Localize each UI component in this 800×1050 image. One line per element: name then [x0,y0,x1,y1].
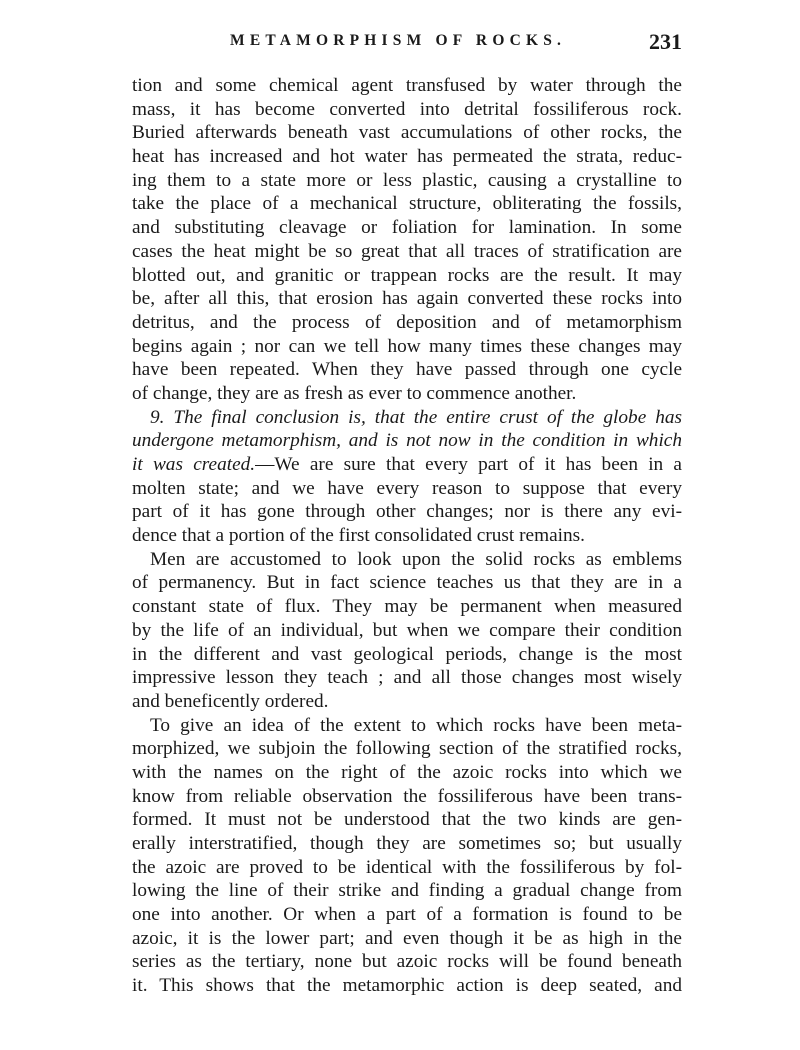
text-line: cases the heat might be so great that all traces of stratification are [132,240,682,262]
text-line: of change, they are as fresh as ever to commence another. [132,382,577,404]
text-line: and beneficently ordered. [132,690,329,712]
italic-text: 9. The final conclusion is, that the entire crust of the globe has [150,406,682,428]
running-head [132,29,690,56]
paragraph-3 [132,548,682,714]
text-line: detritus, and the process of deposition and of metamorphism [132,311,682,333]
text-line: constant state of flux. They may be permanent when measured [132,596,682,618]
text-line: take the place of a mechanical structure, obliterating the fossils, [132,193,682,215]
text-line [132,406,682,430]
text-line: it. This shows that the metamorphic action is deep seated, and [132,975,682,997]
text-line: of permanency. But in fact science teaches us that they are in a [132,572,682,594]
text-line: morphized, we subjoin the following section of the stratified rocks, [132,738,682,760]
text-line: part of it has gone through other changes; nor is there any evi- [132,501,682,523]
text-line: one into another. Or when a part of a formation is found to be [132,904,682,926]
text-line: lowing the line of their strike and finding a gradual change from [132,880,682,902]
paragraph-4 [132,714,682,998]
paragraph-1 [132,74,682,406]
text-line [132,429,682,453]
text-line: and substituting cleavage or foliation for lamination. In some [132,217,682,239]
text-line: formed. It must not be understood that the two kinds are gen- [132,809,682,831]
text-line: tion and some chemical agent transfused by water through the [132,75,682,96]
paragraph-2 [132,406,682,548]
text-line: azoic, it is the lower part; and even though it be as high in the [132,927,682,949]
text-line: heat has increased and hot water has permeated the strata, reduc- [132,146,682,168]
text-line: have been repeated. When they have passed through one cycle [132,359,682,381]
italic-text: it was created. [132,454,256,475]
text-line: erally interstratified, though they are sometimes so; but usually [132,833,682,854]
text-line: To give an idea of the extent to which rocks have been meta- [150,714,682,736]
text-line: Men are accustomed to look upon the solid rocks as emblems [150,548,682,570]
text-line: dence that a portion of the first consolidated crust remains. [132,525,585,547]
text-line: mass, it has become converted into detrital fossiliferous rock. [132,98,682,120]
italic-text: undergone metamorphism, and is not now in the condition in which [132,430,682,452]
running-title: METAMORPHISM OF ROCKS. [230,32,567,49]
text-line: impressive lesson they teach ; and all those changes most wisely [132,667,682,689]
text-line: ing them to a state more or less plastic, causing a crystalline to [132,169,682,191]
text-line: Buried afterwards beneath vast accumulations of other rocks, the [132,122,682,144]
text-run: —We are sure that every part of it has been in a [255,454,682,475]
text-line: with the names on the right of the azoic rocks into which we [132,761,682,783]
text-line: in the different and vast geological periods, change is the most [132,643,682,665]
body-text [132,74,682,998]
text-line [132,453,682,477]
text-line: series as the tertiary, none but azoic rocks will be found beneath [132,951,682,973]
text-line: know from reliable observation the fossiliferous have been trans- [132,785,682,807]
page-number: 231 [649,29,682,54]
text-line: begins again ; nor can we tell how many times these changes may [132,335,682,357]
text-line: by the life of an individual, but when we compare their condition [132,619,682,641]
text-line: blotted out, and granitic or trappean rocks are the result. It may [132,264,682,286]
text-line: molten state; and we have every reason to suppose that every [132,477,682,499]
text-line: be, after all this, that erosion has again converted these rocks into [132,288,682,310]
text-line: the azoic are proved to be identical with the fossiliferous by fol- [132,856,682,878]
